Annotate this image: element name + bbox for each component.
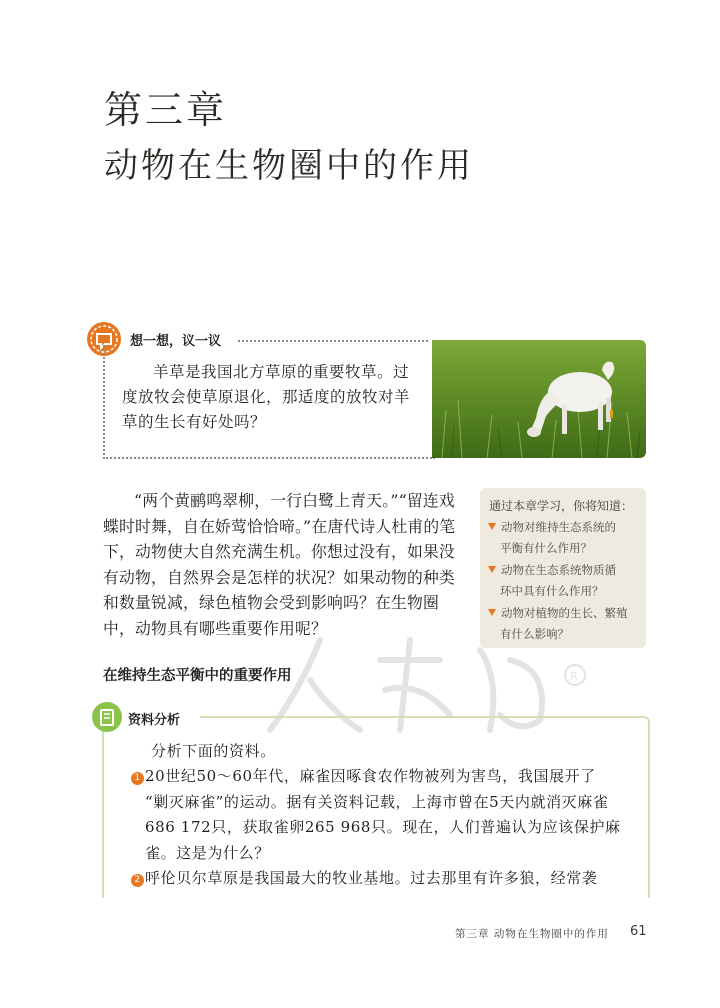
running-title: 第三章 动物在生物圈中的作用 (455, 928, 609, 940)
analysis-item: 1 20世纪50～60年代，麻雀因啄食农作物被列为害鸟，我国展开了 “剿灭麻雀”的运动。据有关资料记载，上海市曾在5天内就消灭麻雀686 172只，获取雀卵265 968只。现在，人们普遍认为应该保护麻雀。这是为什么？ (131, 764, 637, 866)
chapter-heading (104, 86, 474, 190)
goat-grazing-photo (432, 340, 646, 458)
chapter-number: 第三章 (104, 88, 228, 132)
think-box-text: 羊草是我国北方草原的重要牧草。过度放牧会使草原退化，那适度的放牧对羊草的生长有好处吗？ (122, 363, 411, 431)
svg-text:R: R (570, 670, 578, 683)
think-box-label: 想一想，议一议 (130, 334, 222, 349)
learning-objectives-title: 通过本章学习，你将知道： (489, 499, 634, 513)
chapter-title: 动物在生物圈中的作用 (104, 146, 474, 186)
item-number-badge: 2 (131, 874, 144, 887)
learning-objective: 动物对维持生态系统的 平衡有什么作用？ (488, 517, 644, 559)
intro-paragraph: “两个黄鹂鸣翠柳，一行白鹭上青天。”“留连戏蝶时时舞，自在娇莺恰恰啼。”在唐代诗人杜甫的笔下，动物使大自然充满生机。你想过没有，如果没有动物，自然界会是怎样的状况？如果动物的种类和数量锐减，绿色植物会受到影响吗？在生物圈中，动物具有哪些重要作用呢？ (103, 491, 456, 638)
triangle-bullet-icon (488, 523, 496, 530)
triangle-bullet-icon (488, 566, 496, 573)
triangle-bullet-icon (488, 609, 496, 616)
section-heading: 在维持生态平衡中的重要作用 (103, 668, 292, 684)
data-analysis-icon (92, 702, 122, 732)
divider (238, 340, 428, 342)
data-analysis-intro: 分析下面的资料。 (151, 742, 276, 760)
item-number-badge: 1 (131, 772, 144, 785)
learning-objective: 动物在生态系统物质循 环中具有什么作用？ (488, 560, 644, 602)
data-analysis-label: 资料分析 (128, 713, 181, 728)
page-number: 61 (630, 924, 647, 939)
learning-objective: 动物对植物的生长、繁殖 有什么影响？ (488, 603, 644, 645)
analysis-item: 2 呼伦贝尔草原是我国最大的牧业基地。过去那里有许多狼，经常袭 (131, 866, 637, 892)
